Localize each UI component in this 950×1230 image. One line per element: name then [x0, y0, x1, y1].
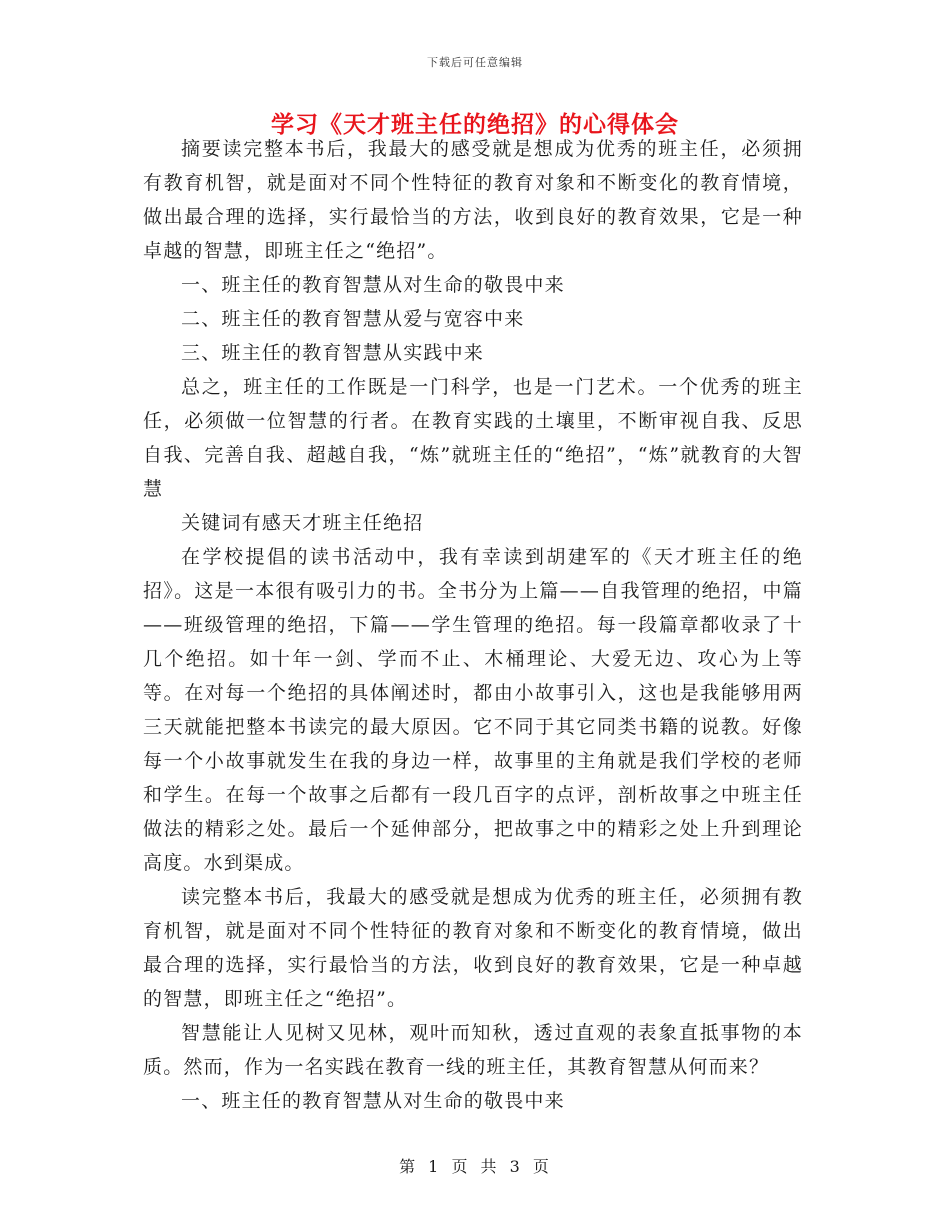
page-footer: 第 1 页 共 3 页 [399, 1157, 551, 1176]
paragraph-outline-1: 一、班主任的教育智慧从对生命的敬畏中来 [181, 274, 565, 296]
paragraph-outline-2: 二、班主任的教育智慧从爱与宽容中来 [181, 308, 525, 330]
paragraph-outline-3: 三、班主任的教育智慧从实践中来 [181, 342, 485, 364]
paragraph-wisdom: 智慧能让人见树又见林，观叶而知秋，透过直观的表象直抵事物的本质。然而，作为一名实践在教育一线的班主任，其教育智慧从何而来？ [143, 1022, 803, 1078]
paragraph-reflection: 读完整本书后，我最大的感受就是想成为优秀的班主任，必须拥有教育机智，就是面对不同个性特征的教育对象和不断变化的教育情境，做出最合理的选择，实行最恰当的方法，收到良好的教育效果，它是一种卓越的智慧，即班主任之“绝招”。 [143, 886, 803, 1010]
document-body [143, 132, 803, 1118]
paragraph-section-1-heading: 一、班主任的教育智慧从对生命的敬畏中来 [181, 1090, 565, 1112]
paragraph-summary: 总之，班主任的工作既是一门科学，也是一门艺术。一个优秀的班主任，必须做一位智慧的行者。在教育实践的土壤里，不断审视自我、反思自我、完善自我、超越自我，“炼”就班主任的“绝招”，“炼”就教育的大智慧 [143, 376, 803, 500]
document-title: 学习《天才班主任的绝招》的心得体会 [271, 111, 679, 138]
paragraph-abstract: 摘要读完整本书后，我最大的感受就是想成为优秀的班主任，必须拥有教育机智，就是面对不同个性特征的教育对象和不断变化的教育情境，做出最合理的选择，实行最恰当的方法，收到良好的教育效果，它是一种卓越的智慧，即班主任之“绝招”。 [143, 138, 803, 262]
paragraph-introduction: 在学校提倡的读书活动中，我有幸读到胡建军的《天才班主任的绝招》。这是一本很有吸引力的书。全书分为上篇——自我管理的绝招，中篇——班级管理的绝招，下篇——学生管理的绝招。每一段篇章都收录了十几个绝招。如十年一剑、学而不止、木桶理论、大爱无边、攻心为上等等。在对每一个绝招的具体阐述时，都由小故事引入，这也是我能够用两三天就能把整本书读完的最大原因。它不同于其它同类书籍的说教。好像每一个小故事就发生在我的身边一样，故事里的主角就是我们学校的老师和学生。在每一个故事之后都有一段几百字的点评，剖析故事之中班主任做法的精彩之处。最后一个延伸部分，把故事之中的精彩之处上升到理论高度。水到渠成。 [143, 546, 803, 874]
paragraph-keywords: 关键词有感天才班主任绝招 [181, 512, 424, 534]
header-note: 下载后可任意编辑 [427, 56, 523, 69]
